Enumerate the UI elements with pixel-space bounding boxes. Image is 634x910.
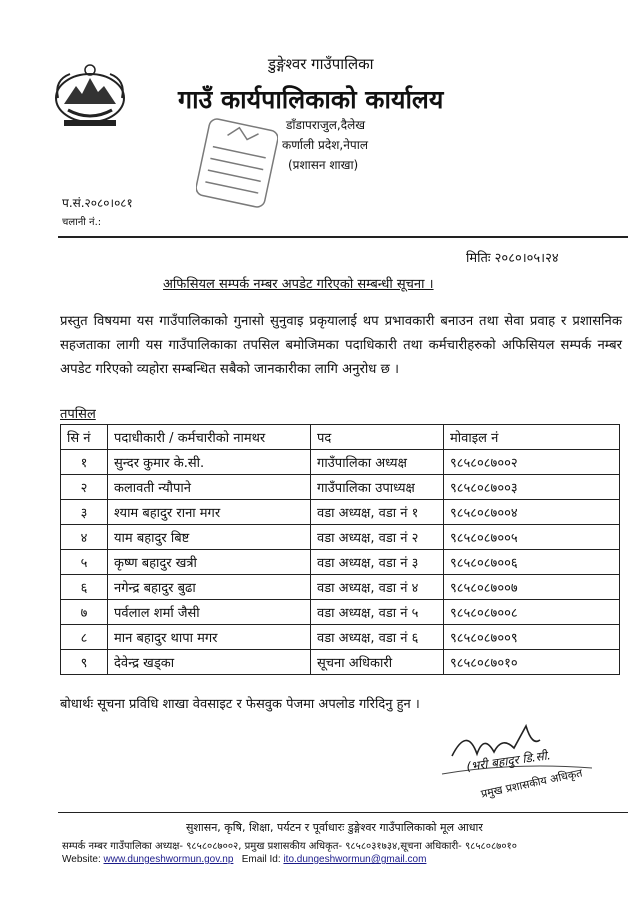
cell-position: सूचना अधिकारी — [311, 650, 444, 675]
cell-mobile: ९८५८०८७००३ — [444, 475, 620, 500]
cell-name: सुन्दर कुमार के.सी. — [108, 450, 311, 475]
table-row — [61, 600, 620, 625]
office-stamp — [196, 118, 278, 208]
cell-name: याम बहादुर बिष्ट — [108, 525, 311, 550]
cell-position: गाउँपालिका अध्यक्ष — [311, 450, 444, 475]
cell-serial: ९ — [61, 650, 108, 675]
nepal-emblem-icon — [50, 60, 130, 132]
cell-position: वडा अध्यक्ष, वडा नं १ — [311, 500, 444, 525]
details-label: तपसिल — [60, 407, 96, 422]
table-row — [61, 500, 620, 525]
website-link[interactable]: www.dungeshwormun.gov.np — [103, 854, 234, 865]
municipality-name: डुङ्गेश्वर गाउँपालिका — [268, 55, 374, 73]
header-mobile: मोवाइल नं — [444, 425, 620, 450]
address-line2: कर्णाली प्रदेश,नेपाल — [282, 138, 368, 152]
cell-name: श्याम बहादुर राना मगर — [108, 500, 311, 525]
contact-table — [60, 424, 620, 675]
cell-mobile: ९८५८०८७००२ — [444, 450, 620, 475]
footer-motto: सुशासन, कृषि, शिक्षा, पर्यटन र पूर्वाधारः डुङ्गेश्वर गाउँपालिकाको मूल आधार — [186, 821, 483, 834]
table-row — [61, 475, 620, 500]
cell-mobile: ९८५८०८७००६ — [444, 550, 620, 575]
cell-mobile: ९८५८०८७००८ — [444, 600, 620, 625]
cell-mobile: ९८५८०८७००९ — [444, 625, 620, 650]
cell-serial: २ — [61, 475, 108, 500]
footer-links — [62, 854, 426, 865]
cell-name: नगेन्द्र बहादुर बुढा — [108, 575, 311, 600]
header-serial: सि नं — [61, 425, 108, 450]
cell-serial: ५ — [61, 550, 108, 575]
letter-body: प्रस्तुत विषयमा यस गाउँपालिकाको गुनासो सुनुवाइ प्रकृयालाई थप प्रभावकारी बनाउन तथा सेवा प्रवाह र प्रशासनिक सहजताका लागी यस गाउँपालिकाका तपसिल बमोजिमका पदाधिकारी तथा कर्मचारीहरुको अफिसियल सम्पर्क नम्बर अपडेट गरिएको व्यहोरा सम्बन्धित सबैको जानकारीका लागि अनुरोध छ । — [60, 314, 622, 377]
cell-position: वडा अध्यक्ष, वडा नं ३ — [311, 550, 444, 575]
letter-date: मितिः २०८०।०५।२४ — [466, 251, 559, 266]
cell-mobile: ९८५८०८७००७ — [444, 575, 620, 600]
cell-name: मान बहादुर थापा मगर — [108, 625, 311, 650]
header-position: पद — [311, 425, 444, 450]
cell-serial: ६ — [61, 575, 108, 600]
signatory-name: (भरी बहादुर डि.सी. — [465, 748, 552, 774]
cell-mobile: ९८५८०८७००५ — [444, 525, 620, 550]
cell-serial: ८ — [61, 625, 108, 650]
header-divider — [58, 236, 628, 238]
cell-mobile: ९८५८०८७०१० — [444, 650, 620, 675]
footer-contacts: सम्पर्क नम्बर गाउँपालिका अध्यक्ष- ९८५८०८७००२, प्रमुख प्रशासकीय अधिकृत- ९८५८०३१७३४,सूचना अधिकारी- ९८५८०८७०१० — [62, 841, 517, 852]
email-link[interactable]: ito.dungeshwormun@gmail.com — [283, 854, 427, 865]
cell-position: गाउँपालिका उपाध्यक्ष — [311, 475, 444, 500]
table-row — [61, 650, 620, 675]
cell-position: वडा अध्यक्ष, वडा नं ५ — [311, 600, 444, 625]
letter-subject: अफिसियल सम्पर्क नम्बर अपडेट गरिएको सम्बन्धी सूचना । — [163, 277, 434, 292]
email-label: Email Id: — [241, 854, 281, 865]
cell-name: कलावती न्यौपाने — [108, 475, 311, 500]
table-row — [61, 625, 620, 650]
website-label: Website: — [62, 854, 101, 865]
cc-note: बोधार्थः सूचना प्रविधि शाखा वेवसाइट र फेसवुक पेजमा अपलोड गरिदिनु हुन । — [60, 697, 420, 712]
cell-serial: ३ — [61, 500, 108, 525]
cell-position: वडा अध्यक्ष, वडा नं ६ — [311, 625, 444, 650]
dispatch-number: चलानी नं.: — [62, 217, 102, 228]
cell-serial: ४ — [61, 525, 108, 550]
table-row — [61, 575, 620, 600]
office-title: गाउँ कार्यपालिकाको कार्यालय — [178, 85, 444, 114]
table-row — [61, 525, 620, 550]
table-row — [61, 450, 620, 475]
header-name: पदाधीकारी / कर्मचारीको नामथर — [108, 425, 311, 450]
cell-position: वडा अध्यक्ष, वडा नं ४ — [311, 575, 444, 600]
cell-position: वडा अध्यक्ष, वडा नं २ — [311, 525, 444, 550]
cell-serial: ७ — [61, 600, 108, 625]
cell-serial: १ — [61, 450, 108, 475]
cell-name: देवेन्द्र खड्का — [108, 650, 311, 675]
footer-divider — [58, 812, 628, 813]
table-row — [61, 550, 620, 575]
cell-mobile: ९८५८०८७००४ — [444, 500, 620, 525]
address-line1: डाँडापराजुल,दैलेख — [286, 118, 366, 132]
signatory-title: प्रमुख प्रशासकीय अधिकृत — [479, 766, 584, 801]
section-name: (प्रशासन शाखा) — [288, 158, 359, 172]
reference-number: प.सं.२०८०।०८१ — [62, 196, 133, 210]
cell-name: कृष्ण बहादुर खत्री — [108, 550, 311, 575]
cell-name: पर्वलाल शर्मा जैसी — [108, 600, 311, 625]
table-header-row — [61, 425, 620, 450]
